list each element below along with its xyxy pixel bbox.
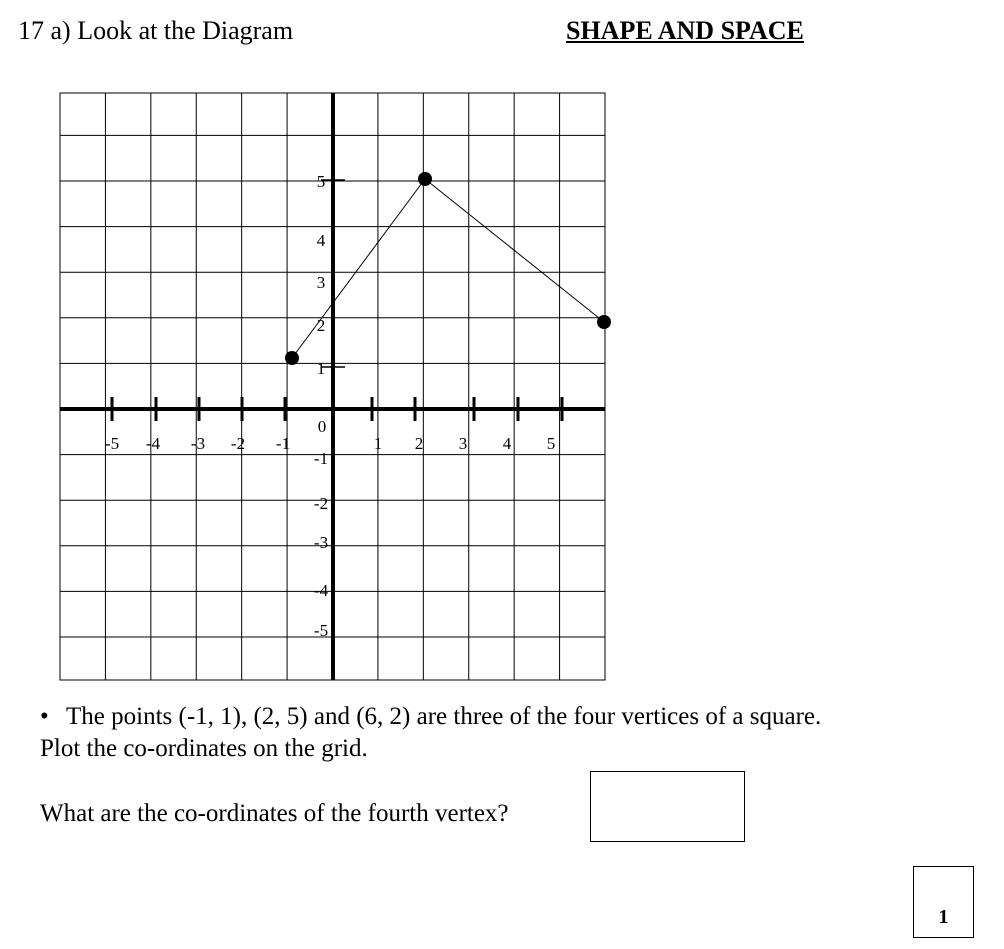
x-tick-label: -3 — [190, 434, 206, 453]
x-tick-label: -1 — [275, 434, 291, 453]
y-tick-label: 3 — [316, 273, 326, 292]
segment — [292, 179, 425, 358]
y-tick-label: 1 — [316, 359, 326, 378]
y-tick-label: -2 — [313, 494, 329, 513]
bullet-icon: • — [40, 703, 49, 730]
y-tick-label: -3 — [313, 533, 329, 552]
x-tick-label: 5 — [546, 434, 556, 453]
question-heading: 17 a) Look at the Diagram — [18, 16, 294, 45]
y-tick-label: 4 — [316, 231, 326, 250]
plotted-point — [418, 172, 432, 186]
x-tick-label: 2 — [414, 434, 424, 453]
x-tick-label: -5 — [104, 434, 120, 453]
x-tick-label: 1 — [373, 434, 383, 453]
marks-value: 1 — [938, 906, 949, 928]
statement-line — [40, 703, 821, 731]
tick-labels — [105, 172, 555, 640]
marks-box — [913, 866, 974, 938]
plotted-point — [285, 351, 299, 365]
statement-text: The points (-1, 1), (2, 5) and (6, 2) are three of the four vertices of a square. — [66, 703, 822, 730]
plotted-segments — [292, 179, 604, 358]
y-tick-label: -5 — [313, 621, 329, 640]
x-tick-label: 0 — [317, 417, 327, 436]
plotted-point — [597, 315, 611, 329]
x-tick-label: 4 — [502, 434, 512, 453]
y-tick-label: -1 — [313, 449, 329, 468]
answer-box[interactable] — [590, 771, 745, 842]
instruction-text: Plot the co-ordinates on the grid. — [40, 735, 368, 762]
x-tick-label: 3 — [458, 434, 468, 453]
y-tick-label: 5 — [316, 172, 326, 191]
y-tick-label: -4 — [313, 581, 329, 600]
x-tick-label: -2 — [230, 434, 246, 453]
section-title: SHAPE AND SPACE — [566, 16, 804, 45]
x-tick-label: -4 — [145, 434, 161, 453]
fourth-vertex-question: What are the co-ordinates of the fourth vertex? — [40, 800, 509, 827]
axis-ticks — [112, 180, 562, 421]
y-tick-label: 2 — [316, 316, 326, 335]
